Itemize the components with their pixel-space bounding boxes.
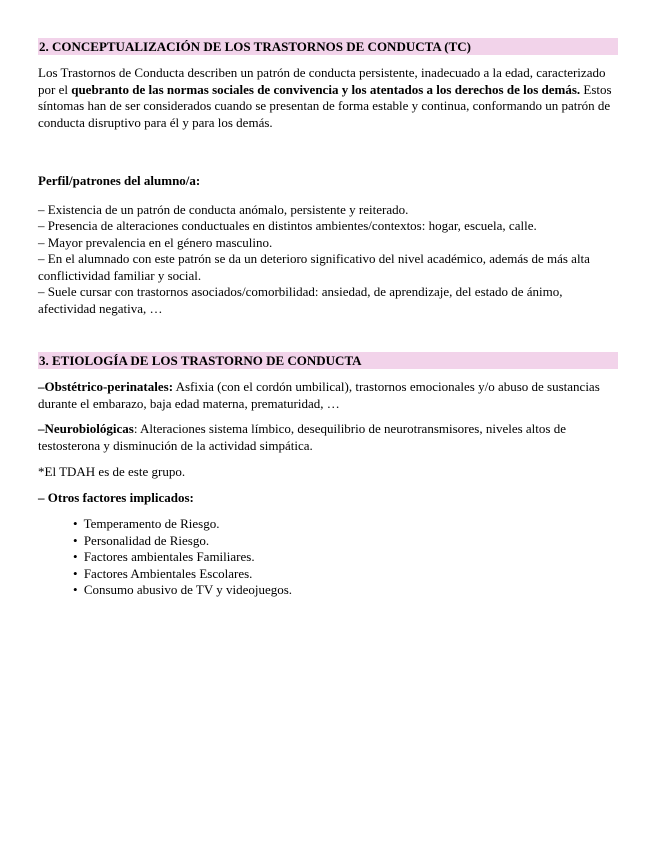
list-item (73, 533, 618, 550)
section-2-intro (38, 65, 618, 131)
list-item (73, 549, 618, 566)
profile-item: – En el alumnado con este patrón se da un deterioro significativo del nivel académico, además de más alta conflictividad familiar y social. (38, 251, 590, 283)
bullet-icon: • (73, 582, 78, 597)
neurobiological-factors (38, 421, 618, 454)
factor-text: Temperamento de Riesgo. (83, 516, 220, 531)
neuro-text: : Alteraciones sistema límbico, desequilibrio de neurotransmisores, niveles altos de testosterona y disminución de la actividad simpática. (38, 421, 566, 453)
obstetric-text: Asfixia (con el cordón umbilical), trastornos emocionales y/o abuso de sustancias durante el embarazo, baja edad materna, prematuridad, … (38, 379, 600, 411)
section-2-heading: 2. CONCEPTUALIZACIÓN DE LOS TRASTORNOS DE CONDUCTA (TC) (38, 38, 618, 55)
neuro-label: –Neurobiológicas (38, 421, 134, 436)
obstetric-label: –Obstétrico-perinatales: (38, 379, 174, 394)
bullet-icon: • (73, 549, 78, 564)
section-3-heading: 3. ETIOLOGÍA DE LOS TRASTORNO DE CONDUCTA (38, 352, 618, 369)
profile-item: – Presencia de alteraciones conductuales en distintos ambientes/contextos: hogar, escuela, calle. (38, 218, 537, 233)
factor-text: Consumo abusivo de TV y videojuegos. (83, 582, 293, 597)
factor-text: Factores ambientales Familiares. (83, 549, 255, 564)
bullet-icon: • (73, 516, 78, 531)
profile-title: Perfil/patrones del alumno/a: (38, 173, 201, 188)
factor-text: Personalidad de Riesgo. (83, 532, 210, 548)
obstetric-factors (38, 379, 618, 412)
document-page (38, 38, 618, 599)
bullet-icon: • (73, 532, 78, 548)
bullet-icon: • (73, 565, 78, 581)
intro-text-bold: quebranto de las normas sociales de convivencia y los atentados a los derechos de los demás. (71, 81, 581, 97)
profile-list (38, 202, 618, 318)
intro-text-end: Estos síntomas han de ser considerados cuando se presentan de forma estable y continua, conformando un patrón de conducta disruptivo para él y para los demás. (38, 81, 612, 130)
intro-text-start: Los Trastornos de Conducta describen un patrón de conducta persistente, inadecuado a la edad, caracterizado por el (38, 65, 606, 97)
list-item (73, 516, 618, 533)
profile-item: – Suele cursar con trastornos asociados/comorbilidad: ansiedad, de aprendizaje, del estado de ánimo, afectividad negativa, … (38, 284, 563, 316)
list-item (73, 566, 618, 583)
tdah-note: *El TDAH es de este grupo. (38, 464, 186, 479)
factor-text: Factores Ambientales Escolares. (83, 565, 253, 581)
profile-item: – Existencia de un patrón de conducta anómalo, persistente y reiterado. (38, 201, 409, 217)
profile-item: – Mayor prevalencia en el género masculino. (38, 234, 273, 250)
list-item (73, 582, 618, 599)
other-factors-label: – Otros factores implicados: (38, 489, 194, 505)
other-factors-list (38, 516, 618, 599)
